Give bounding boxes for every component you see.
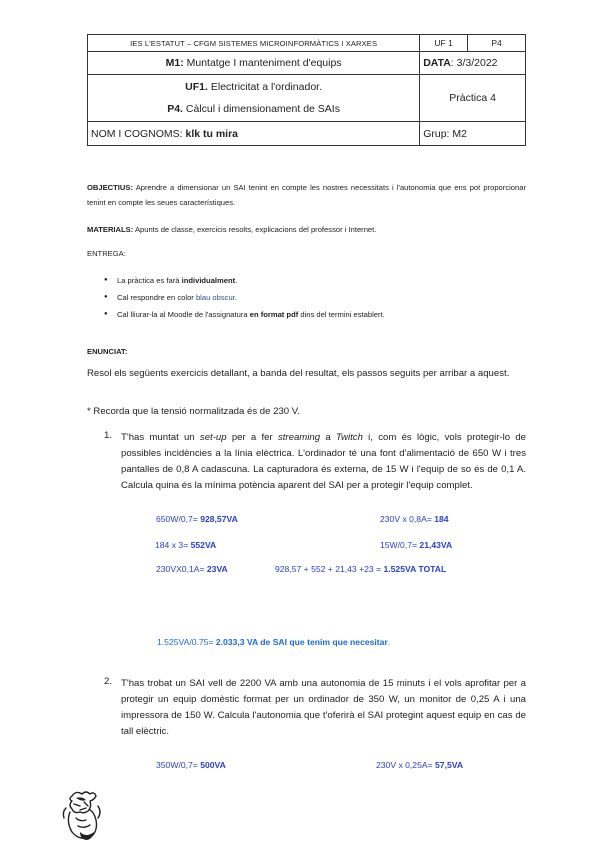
enunciat-note: * Recorda que la tensió normalitzada és de 230 V. — [87, 406, 300, 417]
name-cell — [88, 122, 420, 146]
enunciat-intro: Resol els següents exercicis detallant, a banda del resultat, els passos seguits per arribar a aquest. — [87, 368, 510, 379]
date-label: DATA — [423, 57, 451, 69]
ex1-answer-5: 230VX0,1A= 23VA — [156, 564, 228, 574]
header-table — [87, 34, 526, 146]
ex2-answer-1: 350W/0,7= 500VA — [156, 760, 226, 770]
entrega-label: ENTREGA: — [87, 249, 126, 258]
uf-code: UF 1 — [420, 35, 468, 52]
ex1-answer-3: 184 x 3= 552VA — [155, 540, 217, 550]
date-value: : 3/3/2022 — [450, 57, 498, 69]
uf-text: Electricitat a l'ordinador. — [207, 81, 322, 93]
module-text: Muntatge I manteniment d'equips — [183, 57, 342, 69]
practice-code: P4 — [468, 35, 526, 52]
list-item: ● La pràctica es farà individualment. — [87, 272, 526, 289]
date-cell — [420, 52, 526, 75]
exercise-2-text: T'has trobat un SAI vell de 2200 VA amb una autonomia de 15 minuts i el vols aprofitar per a protegir un equip domèstic format per un ordinador de 350 W, un monitor de 0,25 A i una impressora de 150 W. Calcula l'autonomia que t'oferirà el SAI protegint aquest equip en cas de tall elèctric. — [121, 678, 526, 737]
entrega-list — [87, 272, 526, 323]
ex2-answer-2: 230V x 0,25A= 57,5VA — [376, 760, 464, 770]
enunciat-label: ENUNCIAT: — [87, 347, 128, 356]
group-label: Grup: M2 — [420, 122, 526, 146]
school-logo-icon — [56, 788, 116, 844]
school-name: IES L'ESTATUT – CFGM SISTEMES MICROINFORMÀTICS I XARXES — [88, 35, 420, 52]
exercise-1-text: T'has muntat un set-up per a fer streaming a Twitch i, com és lògic, vols protegir-lo de possibles incidències a la línia elèctrica. L'ordinador té una font d'alimentació de 650 W i tres pantalles de 0,8 A cadascuna. La capturadora és externa, de 15 W i l'equip de so és de 0,1 A. Calcula quina és la mínima potència aparent del SAI per a protegir l'equip complet. — [121, 432, 526, 491]
materials-text: Apunts de classe, exercicis resolts, explicacions del professor i Internet. — [133, 225, 377, 234]
ex1-answer-2: 230V x 0,8A= 184 — [380, 514, 449, 524]
ex1-answer-6: 928,57 + 552 + 21,43 +23 = 1.525VA TOTAL — [275, 564, 447, 574]
module-cell — [88, 52, 420, 75]
uf-bold: UF1. — [185, 81, 208, 93]
name-label: NOM I COGNOMS: — [91, 127, 186, 140]
practice-label: Pràctica 4 — [420, 75, 526, 122]
materials-label: MATERIALS: — [87, 225, 134, 234]
list-item: ● Cal respondre en color blau obscur. — [87, 289, 526, 306]
exercise-2-number: 2. — [104, 676, 113, 687]
objectius-label: OBJECTIUS: — [87, 183, 133, 192]
objectius-paragraph — [87, 180, 526, 210]
objectius-text: Aprendre a dimensionar un SAI tenint en compte les nostres necessitats i l'autonomia que ens pot proporcionar tenint en compte les seues característiques. — [87, 183, 526, 207]
exercise-1-number: 1. — [104, 430, 113, 441]
p4-bold: P4. — [167, 103, 183, 115]
ex1-answer-7: 1.525VA/0.75= 2.033,3 VA de SAI que tenim que necesitar. — [157, 637, 391, 647]
ex1-answer-4: 15W/0,7= 21,43VA — [380, 540, 453, 550]
ex1-answer-1: 650W/0,7= 928,57VA — [156, 514, 238, 524]
module-bold: M1: — [165, 57, 184, 69]
list-item: ● Cal lliurar-la al Moodle de l'assignatura en format pdf dins del termini establert. — [87, 306, 526, 323]
name-value: klk tu mira — [185, 127, 239, 140]
materials-paragraph — [87, 222, 526, 237]
unit-cell — [88, 75, 420, 122]
p4-text: Càlcul i dimensionament de SAIs — [182, 103, 340, 115]
